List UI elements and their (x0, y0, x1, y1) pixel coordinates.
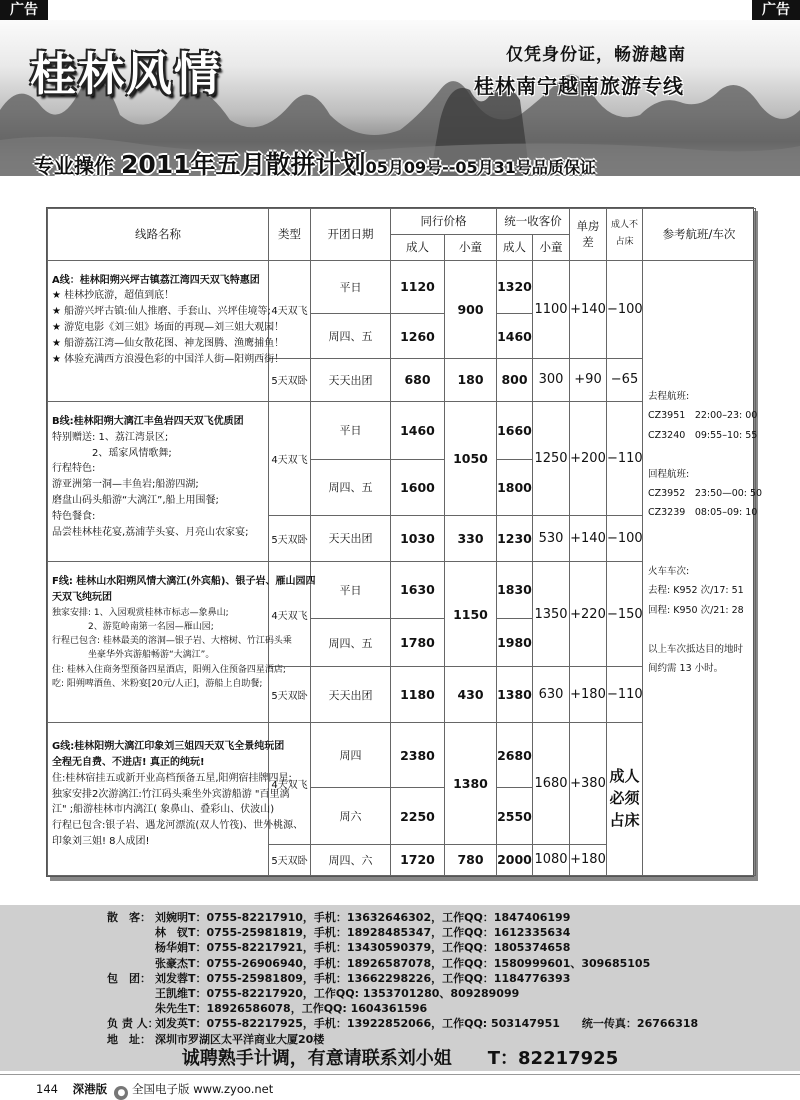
line-name: 桂林南宁越南旅游专线 (474, 74, 684, 98)
route-f-line: 独家安排: 1、入园观赏桂林市标志—象鼻山; (52, 607, 229, 618)
globe-icon: ● (114, 1086, 128, 1100)
route-g-line: 独家安排2次游漓江:竹江码头乘坐外宾游船游 "百里漓 (52, 788, 290, 800)
plan-prefix: 专业操作 (34, 154, 121, 178)
contact-label: 负 责 人： (107, 1017, 159, 1031)
route-b-peer-adult-3: 1030 (391, 515, 445, 561)
route-a-peer-child: 900 (445, 260, 497, 358)
route-a-no-bed: −100 (607, 260, 643, 358)
route-b-peer-child-3: 330 (445, 515, 497, 561)
contact-text: 朱先生T：18926586078，工作QQ: 1604361596 (155, 1002, 428, 1016)
route-f-peer-child-3: 430 (445, 667, 497, 723)
route-b-line: 磨盘山码头船游“大漓江”,船上用围餐; (52, 495, 219, 507)
ref-line (648, 445, 753, 464)
route-a-date-3: 天天出团 (311, 358, 391, 401)
header-no-bed-1: 成人不 (610, 220, 638, 231)
recruit-notice: 诚聘熟手计调，有意请联系刘小姐 T：82217925 (181, 1048, 619, 1069)
contact-text: 王凯维T：0755-82217920，工作QQ: 1353701280、809289099 (155, 987, 520, 1001)
header-no-bed (607, 209, 643, 261)
ref-line: CZ3240 09:55–10: 55 (648, 429, 758, 441)
route-f-single: +220 (570, 562, 607, 667)
header-uni-child: 小童 (533, 234, 570, 260)
header-type: 类型 (269, 209, 311, 261)
route-b-line: 特色餐食: (52, 510, 96, 522)
route-a-peer-adult-2: 1260 (391, 314, 445, 358)
route-f-type-rail: 5天双卧 (269, 667, 311, 723)
route-b-no-bed: −110 (607, 402, 643, 516)
route-f-type-fly: 4天双飞 (269, 562, 311, 667)
header-ref: 参考航班/车次 (643, 209, 756, 261)
ref-line: 以上车次抵达目的地时 (648, 643, 744, 655)
route-f-uni-child-3: 630 (533, 667, 570, 723)
route-g-single: +380 (570, 723, 607, 845)
route-f-peer-adult-3: 1180 (391, 667, 445, 723)
route-a-uni-child: 1100 (533, 260, 570, 358)
ref-line: 去程航班: (648, 390, 690, 402)
reference-schedule (643, 260, 763, 875)
route-b-single: +200 (570, 402, 607, 516)
ref-line: CZ3951 22:00–23: 00 (648, 410, 758, 422)
price-table (46, 207, 763, 877)
route-f-peer-adult-1: 1630 (391, 562, 445, 619)
route-b-line: 游亚洲第一洞—丰鱼岩;船游四湖; (52, 479, 199, 491)
route-f-peer-child: 1150 (445, 562, 497, 667)
route-b-uni-adult-3: 1230 (497, 515, 533, 561)
contact-text: 刘婉明T：0755-82217910，手机：13632646302，工作QQ：1847406199 (155, 911, 571, 924)
route-a-single: +140 (570, 260, 607, 358)
route-a-peer-adult-3: 680 (391, 358, 445, 401)
route-b-uni-child: 1250 (533, 402, 570, 516)
route-a-no-bed-3: −65 (607, 358, 643, 401)
route-b-single-3: +140 (570, 515, 607, 561)
header-route: 线路名称 (48, 209, 269, 261)
route-b-type-fly: 4天双飞 (269, 402, 311, 516)
route-f-line: 住: 桂林入住商务型预备四星酒店，阳朔入住预备四星酒店; (52, 664, 286, 675)
route-f-line: 坐豪华外宾游船畅游“大漓江”。 (52, 650, 215, 661)
site-link[interactable]: 全国电子版 www.zyoo.net (132, 1082, 274, 1096)
route-a-type-fly: 4天双飞 (269, 260, 311, 358)
route-a-date-1: 平日 (311, 260, 391, 314)
edition-label: 深港版 (72, 1082, 108, 1096)
route-g-peer-adult-3: 1720 (391, 844, 445, 875)
route-f-title: F线: 桂林山水阳朔风情大漓江(外宾船)、银子岩、雁山园四 (52, 576, 316, 588)
route-g-no-bed-1: 成人 (609, 767, 640, 786)
route-f-date-3: 天天出团 (311, 667, 391, 723)
ref-line: 回程航班: (648, 468, 690, 480)
route-a-uni-adult-2: 1460 (497, 314, 533, 358)
contact-text: 深圳市罗湖区太平洋商业大厦20楼 (155, 1032, 325, 1046)
route-g-date-2: 周六 (311, 788, 391, 845)
route-g-line: 印象刘三姐! 8人成团! (52, 835, 150, 847)
ref-line (648, 542, 753, 561)
route-g-date-3: 周四、六 (311, 844, 391, 875)
ref-line: 火车车次: (648, 565, 690, 577)
plan-headline (34, 145, 596, 181)
route-a-peer-child-3: 180 (445, 358, 497, 401)
route-g-line: 江" ;船游桂林市内漓江( 象鼻山、叠彩山、伏波山) (52, 804, 275, 816)
route-g-uni-child: 1680 (533, 723, 570, 845)
route-a-date-2: 周四、五 (311, 314, 391, 358)
page-number: 144 (36, 1082, 58, 1096)
route-f-single-3: +180 (570, 667, 607, 723)
header-unified-price: 统一收客价 (497, 209, 570, 235)
route-g-date-1: 周四 (311, 723, 391, 788)
route-f-no-bed: −150 (607, 562, 643, 667)
contact-text: 林 钗T：0755-25981819，手机：18928485347，工作QQ：1612335634 (155, 926, 571, 940)
plan-title: 2011年五月散拼计划 (120, 150, 366, 179)
route-b-type-rail: 5天双卧 (269, 515, 311, 561)
route-f-uni-adult-1: 1830 (497, 562, 533, 619)
header-single: 单房差 (570, 209, 607, 261)
route-b-desc (48, 402, 269, 562)
header-no-bed-2: 占床 (615, 237, 634, 248)
footer-divider (0, 1074, 800, 1075)
route-b-line: 品尝桂林桂花宴,荔浦芋头宴、月亮山农家宴; (52, 526, 249, 538)
route-a-single-3: +90 (570, 358, 607, 401)
route-g-type-rail: 5天双卧 (269, 844, 311, 875)
route-g-single-3: +180 (570, 844, 607, 875)
contact-row (107, 956, 698, 971)
route-b-title: B线:桂林阳朔大漓江丰鱼岩四天双飞优质团 (52, 416, 244, 428)
ad-tag-right: 广告 (752, 0, 800, 20)
route-g-no-bed-2: 必须 (609, 789, 640, 808)
contact-row (107, 971, 698, 986)
contact-text: 刘发蓉T：0755-25981809，手机：13662298226，工作QQ：1184776393 (155, 971, 571, 985)
route-b-date-1: 平日 (311, 402, 391, 460)
route-f-no-bed-3: −110 (607, 667, 643, 723)
route-a-line: ★ 体验充满西方浪漫色彩的中国洋人街—阳朔西街！ (52, 353, 285, 365)
route-g-peer-child-3: 780 (445, 844, 497, 875)
route-f-peer-adult-2: 1780 (391, 618, 445, 667)
route-a-line: ★ 游览电影《刘三姐》场面的再现—刘三姐大观园！ (52, 322, 285, 334)
route-g-line: 全程无自费、不进店! 真正的纯玩! (52, 756, 205, 768)
route-b-uni-adult-2: 1800 (497, 459, 533, 515)
route-a-peer-adult-1: 1120 (391, 260, 445, 314)
slogan: 仅凭身份证，畅游越南 (506, 45, 686, 65)
route-a-title: A线：桂林阳朔兴坪古镇荔江湾四天双飞特惠团 (52, 274, 260, 286)
header-peer-child: 小童 (445, 234, 497, 260)
route-a-line: ★ 船游荔江湾—仙女散花图、神龙图腾、渔鹰捕鱼！ (52, 337, 285, 349)
route-a-uni-child-3: 300 (533, 358, 570, 401)
route-g-title: G线:桂林阳朔大漓江印象刘三姐四天双飞全景纯玩团 (52, 741, 285, 753)
ref-line: CZ3952 23:50—00: 50 (648, 487, 763, 499)
route-a-uni-adult-3: 800 (497, 358, 533, 401)
ref-line: 去程: K952 次/17: 51 (648, 585, 744, 597)
route-b-peer-adult-1: 1460 (391, 402, 445, 460)
contact-row (107, 1001, 698, 1016)
contact-label: 散 客： (107, 911, 151, 924)
route-g-uni-child-3: 1080 (533, 844, 570, 875)
route-g-no-bed (607, 723, 643, 876)
route-f-date-1: 平日 (311, 562, 391, 619)
route-a-type-rail: 5天双卧 (269, 358, 311, 401)
route-a-line: ★ 桂林抄底游，超值到底！ (52, 290, 175, 302)
ref-line (648, 620, 753, 639)
route-f-uni-adult-2: 1980 (497, 618, 533, 667)
ad-tag-left: 广告 (0, 0, 48, 20)
route-b-date-2: 周四、五 (311, 459, 391, 515)
route-f-line: 2、游览岭南第一名园—雁山园; (52, 621, 214, 632)
ref-line: CZ3239 08:05–09: 10 (648, 507, 758, 519)
contact-label: 地 址： (107, 1032, 151, 1046)
contact-footer (0, 905, 800, 1071)
plan-dates: 05月09号--05月31号品质保证 (365, 158, 596, 177)
ref-line (648, 523, 753, 542)
header-date: 开团日期 (311, 209, 391, 261)
route-f-uni-child: 1350 (533, 562, 570, 667)
contact-list (107, 910, 698, 1047)
route-g-peer-child: 1380 (445, 723, 497, 845)
contact-row (107, 986, 698, 1001)
contact-row (107, 925, 698, 940)
contact-text: 张豪杰T：0755-26906940，手机：18926587078，工作QQ：1580999601、309685105 (155, 956, 651, 970)
route-g-line: 住:桂林宿挂五或新开业高档预备五星,阳朔宿挂牌四星; (52, 772, 292, 784)
contact-row (107, 910, 698, 925)
header-uni-adult: 成人 (497, 234, 533, 260)
route-f-date-2: 周四、五 (311, 618, 391, 667)
route-b-line: 特别赠送: 1、荔江湾景区; (52, 431, 169, 443)
route-a-uni-adult-1: 1320 (497, 260, 533, 314)
brand-title: 桂林风情 (30, 47, 222, 101)
route-g-peer-adult-2: 2250 (391, 788, 445, 845)
route-g-line: 行程已包含:银子岩、遇龙河漂流(双人竹筏)、世外桃源、 (52, 820, 304, 832)
route-g-peer-adult-1: 2380 (391, 723, 445, 788)
route-g-uni-adult-2: 2550 (497, 788, 533, 845)
ref-line: 回程: K950 次/21: 28 (648, 604, 744, 616)
ref-line: 间约需 13 小时。 (648, 663, 724, 675)
header-banner (0, 20, 800, 179)
route-f-line: 行程已包含: 桂林最美的溶洞—银子岩、大榕树、竹江码头乘 (52, 636, 292, 647)
route-f-line: 吃: 阳朔啤酒鱼、米粉宴[20元/人正]，游船上自助餐; (52, 678, 263, 689)
route-g-uni-adult-1: 2680 (497, 723, 533, 788)
route-g-no-bed-3: 占床 (609, 810, 640, 829)
route-b-uni-child-3: 530 (533, 515, 570, 561)
route-g-type-fly: 4天双飞 (269, 723, 311, 845)
contact-text: 杨华娟T：0755-82217921，手机：13430590379，工作QQ：1805374658 (155, 941, 571, 955)
contact-row (107, 940, 698, 955)
route-b-date-3: 天天出团 (311, 515, 391, 561)
route-f-title-2: 天双飞纯玩团 (52, 591, 112, 603)
route-b-line: 行程特色: (52, 463, 96, 475)
contact-row (107, 1016, 698, 1031)
contact-text: 刘发英T：0755-82217925，手机：13922852066，工作QQ: 503147951 统一传真：26766318 (155, 1017, 699, 1031)
route-b-peer-child: 1050 (445, 402, 497, 516)
route-f-uni-adult-3: 1380 (497, 667, 533, 723)
route-b-no-bed-3: −100 (607, 515, 643, 561)
route-b-uni-adult-1: 1660 (497, 402, 533, 460)
page-footer (36, 1081, 273, 1100)
route-g-uni-adult-3: 2000 (497, 844, 533, 875)
route-a-line: ★ 船游兴坪古镇:仙人推磨、手套山、兴坪佳境等; (52, 306, 271, 318)
header-peer-price: 同行价格 (391, 209, 497, 235)
header-peer-adult: 成人 (391, 234, 445, 260)
route-b-peer-adult-2: 1600 (391, 459, 445, 515)
route-b-line: 2、瑶家风情歌舞; (52, 447, 172, 459)
route-a-desc (48, 260, 285, 401)
contact-label: 包 团： (107, 971, 151, 985)
